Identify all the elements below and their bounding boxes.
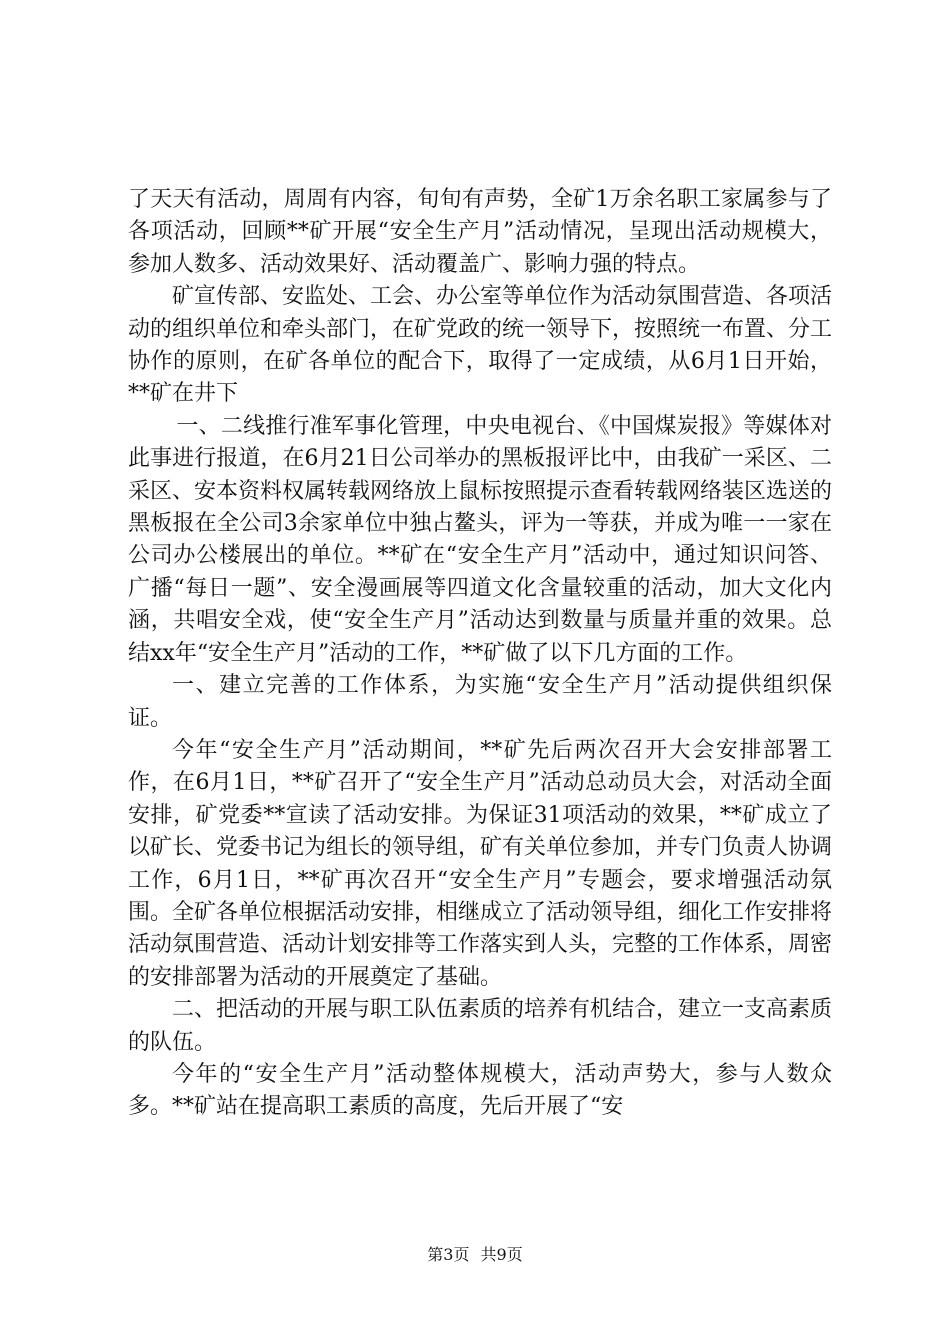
paragraph-1: 了天天有活动，周周有内容，旬旬有声势，全矿1万余名职工家属参与了各项活动，回顾**矿开展“安全生产月”活动情况，呈现出活动规模大，参加人数多、活动效果好、活动覆盖广、影响力强的特点。 (128, 187, 832, 277)
page-total: 共9页 (480, 1245, 523, 1264)
paragraph-2: 矿宣传部、安监处、工会、办公室等单位作为活动氛围营造、各项活动的组织单位和牵头部门，在矿党政的统一领导下，按照统一布置、分工协作的原则，在矿各单位的配合下，取得了一定成绩，从6月1日开始，**矿在井下 (128, 284, 833, 407)
paragraph-3: 一、二线推行准军事化管理，中央电视台、《中国煤炭报》等媒体对此事进行报道，在6月21日公司举办的黑板报评比中，由我矿一采区、二采区、安本资料权属转载网络放上鼠标按照提示查看转载网络装区选送的黑板报在全公司3余家单位中独占鳌头，评为一等获，并成为唯一一家在公司办公楼展出的单位。**矿在“安全生产月”活动中，通过知识问答、广播“每日一题”、安全漫画展等四道文化含量较重的活动，加大文化内涵，共唱安全戏，使“安全生产月”活动达到数量与质量并重的效果。总结xx年“安全生产月”活动的工作，**矿做了以下几方面的工作。 (128, 413, 833, 666)
document-body (128, 184, 832, 1124)
section-heading-2: 二、把活动的开展与职工队伍素质的培养有机结合，建立一支高素质的队伍。 (128, 997, 833, 1055)
paragraph-5: 今年的“安全生产月”活动整体规模大，活动声势大，参与人数众多。**矿站在提高职工素质的高度，先后开展了“安 (128, 1061, 832, 1120)
page-number: 第3页 (427, 1245, 470, 1264)
paragraph-4: 今年“安全生产月”活动期间，**矿先后两次召开大会安排部署工作，在6月1日，**矿召开了“安全生产月”活动总动员大会，对活动全面安排，矿党委**宣读了活动安排。为保证31项活动的效果，**矿成立了以矿长、党委书记为组长的领导组，矿有关单位参加，并专门负责人协调工作，6月1日，**矿再次召开“安全生产月”专题会，要求增强活动氛围。全矿各单位根据活动安排，相继成立了活动领导组，细化工作安排将活动氛围营造、活动计划安排等工作落实到人头，完整的工作体系，周密的安排部署为活动的开展奠定了基础。 (128, 737, 833, 990)
section-heading-1: 一、建立完善的工作体系，为实施“安全生产月”活动提供组织保证。 (128, 673, 832, 731)
page-footer (0, 1242, 950, 1265)
